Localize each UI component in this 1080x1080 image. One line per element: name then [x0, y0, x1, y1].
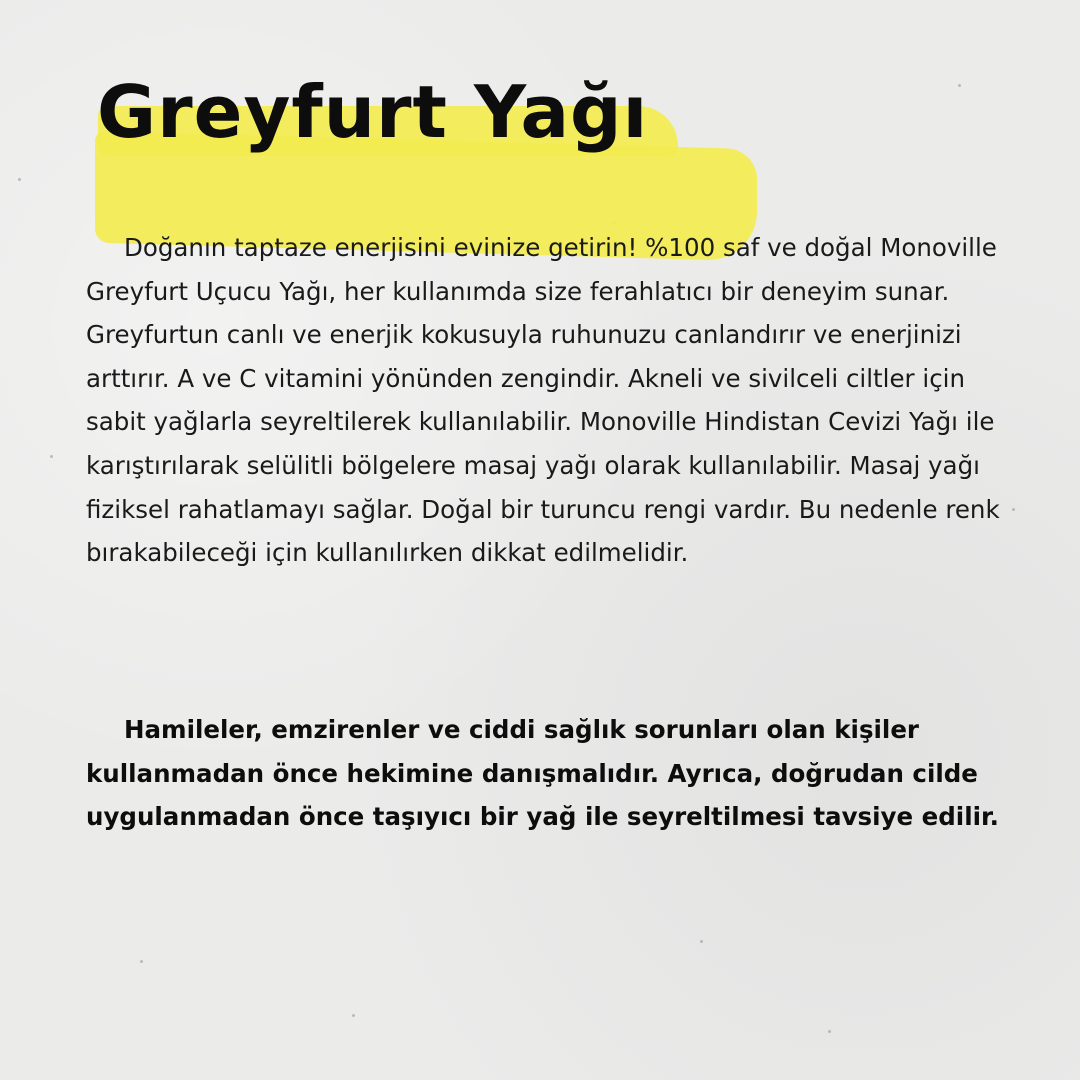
- paper-speck: [828, 1030, 831, 1033]
- paper-speck: [352, 1014, 355, 1017]
- product-description: Doğanın taptaze enerjisini evinize getirin! %100 saf ve doğal Monoville Greyfurt Uçucu Yağı, her kullanımda size ferahlatıcı bir deneyim sunar. Greyfurtun canlı ve enerjik kokusuyla ruhunuzu canlandırır ve enerjinizi arttırır. A ve C vitamini yönünden zengindir. Akneli ve sivilceli ciltler için sabit yağlarla seyreltilerek kullanılabilir. Monoville Hindistan Cevizi Yağı ile karıştırılarak selülitli bölgelere masaj yağı olarak kullanılabilir. Masaj yağı fiziksel rahatlamayı sağlar. Doğal bir turuncu rengi vardır. Bu nedenle renk bırakabileceği için kullanılırken dikkat edilmelidir.: [86, 233, 1000, 568]
- safety-warning: Hamileler, emzirenler ve ciddi sağlık sorunları olan kişiler kullanmadan önce hekimine danışmalıdır. Ayrıca, doğrudan cilde uygulanmadan önce taşıyıcı bir yağ ile seyreltilmesi tavsiye edilir.: [86, 715, 999, 832]
- paper-speck: [700, 940, 703, 943]
- title-block: [95, 62, 775, 212]
- page-title: Greyfurt Yağı: [97, 70, 649, 154]
- paper-speck: [140, 960, 143, 963]
- paper-speck: [50, 455, 53, 458]
- paper-speck: [18, 178, 21, 181]
- paper-speck: [958, 84, 961, 87]
